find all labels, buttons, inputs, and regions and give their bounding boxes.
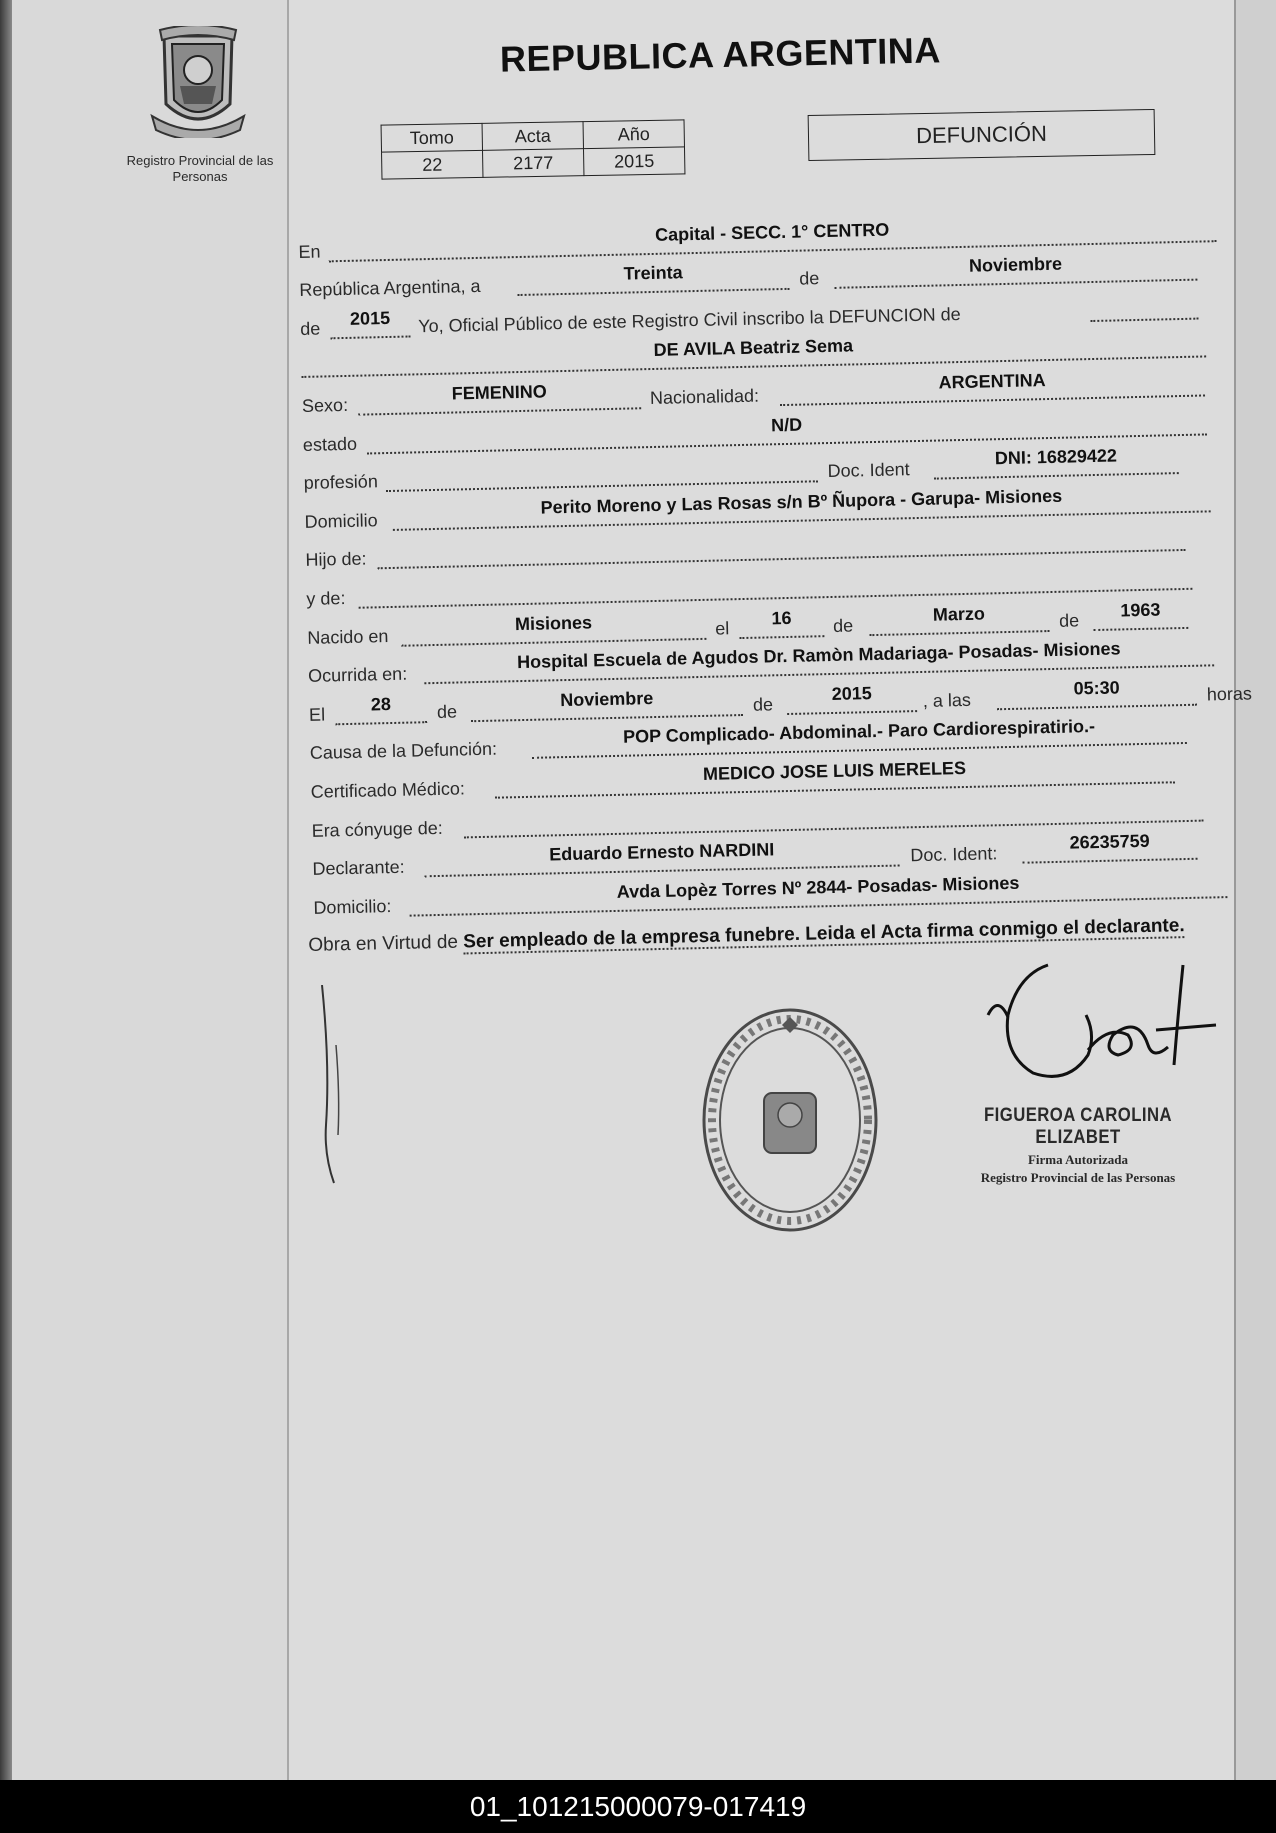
label-def-de1: de xyxy=(436,701,458,722)
field-sexo: FEMENINO xyxy=(358,379,642,415)
label-nacionalidad: Nacionalidad: xyxy=(649,385,760,409)
binder-edge xyxy=(0,0,12,1780)
label-domicilio-2: Domicilio: xyxy=(313,895,392,918)
field-doc-ident: DNI: 16829422 xyxy=(933,444,1179,480)
label-de-anio: de xyxy=(300,318,321,339)
handwritten-signature xyxy=(978,955,1218,1095)
field-nac-dia: 16 xyxy=(739,607,825,639)
label-domicilio: Domicilio xyxy=(304,510,378,532)
signer-name: FIGUEROA CAROLINA ELIZABET xyxy=(984,1105,1172,1148)
label-a-las: , a las xyxy=(922,689,972,711)
margin-pen-mark xyxy=(316,985,346,1185)
label-def-de2: de xyxy=(752,694,774,715)
label-el-cap: El xyxy=(308,704,326,725)
field-ocurrida: Hospital Escuela de Agudos Dr. Ramòn Madariaga- Posadas- Misiones xyxy=(424,636,1214,684)
field-lugar: Capital - SECC. 1° CENTRO xyxy=(328,212,1216,262)
field-nacionalidad: ARGENTINA xyxy=(779,366,1205,406)
field-obra: Ser empleado de la empresa funebre. Leida el Acta firma conmigo el declarante. xyxy=(462,915,1185,953)
field-estado: N/D xyxy=(366,405,1206,454)
field-nac-anio: 1963 xyxy=(1093,598,1189,630)
label-y-de: y de: xyxy=(306,587,346,609)
field-hora: 05:30 xyxy=(996,675,1197,710)
record-table-value-row xyxy=(382,147,685,179)
label-declarante: Declarante: xyxy=(312,856,405,879)
label-de: de xyxy=(799,268,820,289)
file-id-footer: 01_101215000079-017419 xyxy=(0,1780,1276,1833)
field-domicilio-2: Avda Lopèz Torres Nº 2844- Posadas- Misiones xyxy=(409,868,1227,917)
field-doc-ident-2: 26235759 xyxy=(1022,830,1198,864)
label-causa: Causa de la Defunción: xyxy=(309,738,498,764)
record-value-tomo: 22 xyxy=(382,150,483,179)
text-inscribo: Yo, Oficial Público de este Registro Civil inscribo la DEFUNCION de xyxy=(418,303,961,337)
record-header-acta: Acta xyxy=(482,122,583,151)
signer-block xyxy=(948,1105,1208,1186)
field-anio: 2015 xyxy=(330,307,411,339)
field-profesion xyxy=(385,452,818,492)
field-inscribo-blank xyxy=(1090,289,1199,321)
label-estado: estado xyxy=(302,433,358,455)
label-nac-de2: de xyxy=(1058,609,1080,631)
field-def-dia: 28 xyxy=(335,693,428,725)
signer-org: Registro Provincial de las Personas xyxy=(980,1170,1176,1185)
record-header-tomo: Tomo xyxy=(381,123,482,152)
field-def-anio: 2015 xyxy=(786,682,917,715)
label-horas: horas xyxy=(1206,683,1253,705)
left-margin-column xyxy=(12,0,289,1780)
label-el: el xyxy=(714,617,730,639)
field-nac-mes: Marzo xyxy=(869,602,1050,636)
label-doc-ident-2: Doc. Ident: xyxy=(910,843,998,866)
field-fallecido: DE AVILA Beatriz Sema xyxy=(301,328,1206,379)
provincial-seal-logo xyxy=(150,26,246,138)
field-declarante: Eduardo Ernesto NARDINI xyxy=(424,837,900,878)
field-nacido-lugar: Misiones xyxy=(401,609,707,646)
label-en: En xyxy=(298,241,321,262)
official-stamp xyxy=(698,1005,883,1235)
field-certificado: MEDICO JOSE LUIS MERELES xyxy=(494,753,1175,798)
label-republica: República Argentina, a xyxy=(299,276,481,301)
label-hijo: Hijo de: xyxy=(305,548,367,571)
record-value-anio: 2015 xyxy=(583,147,684,176)
label-nacido: Nacido en xyxy=(307,625,389,648)
page-title: REPUBLICA ARGENTINA xyxy=(499,29,942,80)
label-doc-ident: Doc. Ident xyxy=(827,459,910,482)
label-sexo: Sexo: xyxy=(301,394,349,416)
record-value-acta: 2177 xyxy=(483,149,584,178)
record-header-anio: Año xyxy=(583,120,684,149)
record-table xyxy=(381,119,686,179)
field-causa: POP Complicado- Abdominal.- Paro Cardiorespiratirio.- xyxy=(531,714,1187,759)
field-def-mes: Noviembre xyxy=(471,686,744,722)
label-obra: Obra en Virtud de xyxy=(308,931,459,956)
field-mes: Noviembre xyxy=(834,251,1198,289)
death-record-form xyxy=(298,207,1253,922)
right-page-edge xyxy=(1236,0,1276,1780)
label-profesion: profesión xyxy=(303,471,379,494)
record-type-box: DEFUNCIÓN xyxy=(808,109,1156,161)
org-name: Registro Provincial de las Personas xyxy=(126,153,274,184)
label-ocurrida: Ocurrida en: xyxy=(307,663,408,687)
field-domicilio: Perito Moreno y Las Rosas s/n Bº Ñupora - Garupa- Misiones xyxy=(392,482,1210,531)
label-conyuge: Era cónyuge de: xyxy=(311,817,443,841)
label-nac-de1: de xyxy=(832,615,854,636)
label-certificado: Certificado Médico: xyxy=(310,778,466,802)
signer-role: Firma Autorizada xyxy=(1027,1152,1128,1167)
field-dia-texto: Treinta xyxy=(517,260,790,296)
